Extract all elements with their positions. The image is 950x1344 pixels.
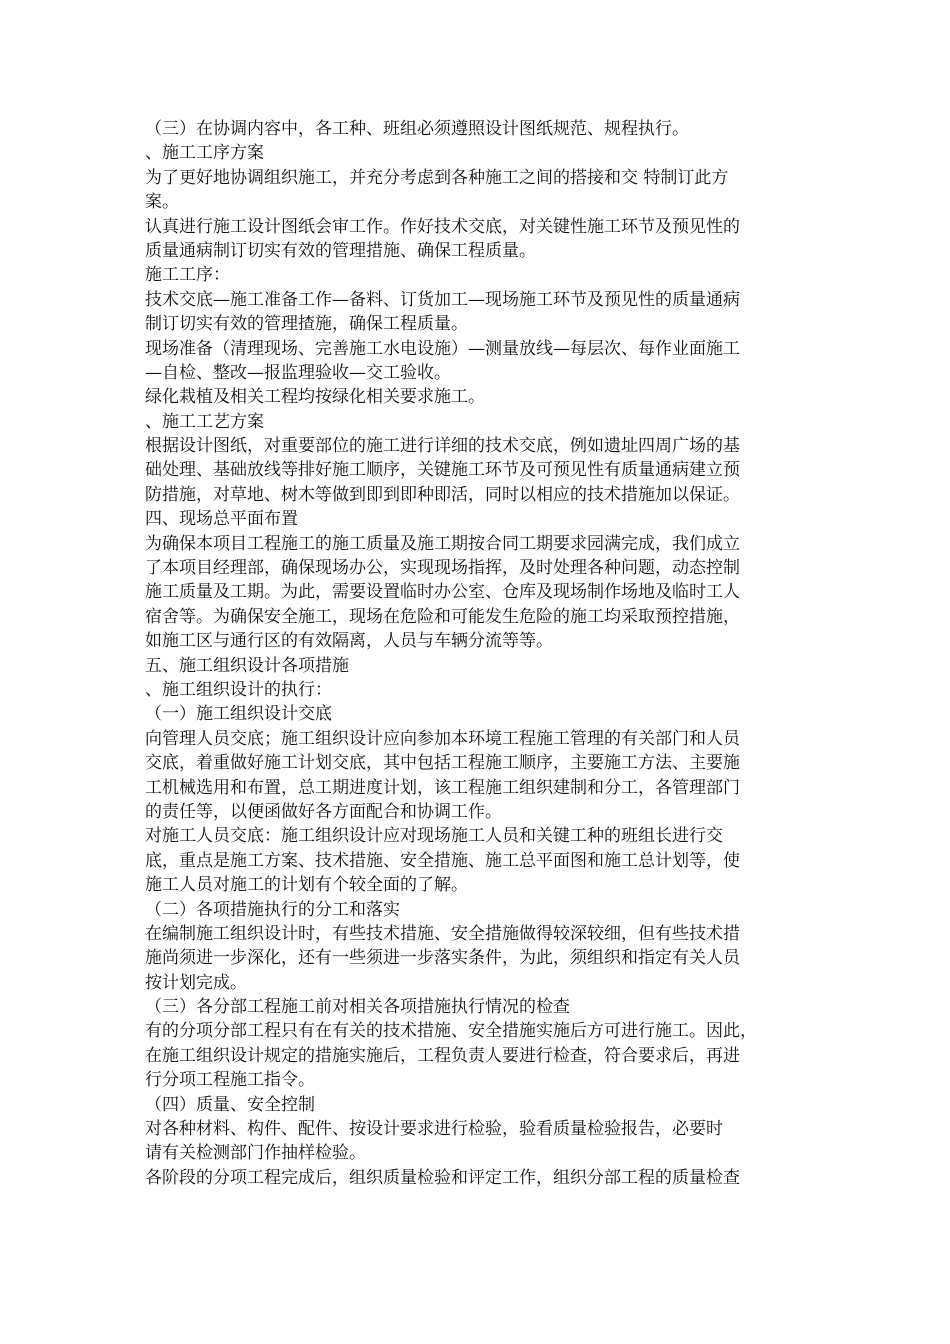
section-heading: 、施工工序方案: [145, 143, 264, 164]
section-heading: 、施工工艺方案: [145, 411, 264, 432]
text-line: 有的分项分部工程只有在有关的技术措施、安全措施实施后方可进行施工。因此，: [145, 1021, 757, 1042]
section-heading: （三）各分部工程施工前对相关各项措施执行情况的检查: [145, 997, 570, 1018]
text-line: 对各种材料、构件、配件、按设计要求进行检验，验看质量检验报告，必要时: [145, 1119, 723, 1140]
text-line: 根据设计图纸，对重要部位的施工进行详细的技术交底，例如遗址四周广场的基: [145, 436, 740, 457]
section-heading: （二）各项措施执行的分工和落实: [145, 899, 400, 920]
text-line: 在施工组织设计规定的措施实施后，工程负责人要进行检查，符合要求后，再进: [145, 1045, 740, 1066]
text-line: 工机械选用和布置，总工期进度计划，该工程施工组织建制和分工，各管理部门: [145, 777, 740, 798]
text-line: 技术交底—施工准备工作—备料、订货加工—现场施工环节及预见性的质量通病: [145, 289, 740, 310]
text-line: 施尚须进一步深化，还有一些须进一步落实条件，为此，须组织和指定有关人员: [145, 948, 740, 969]
text-line: 向管理人员交底；施工组织设计应向参加本环境工程施工管理的有关部门和人员: [145, 728, 740, 749]
text-line: 础处理、基础放线等排好施工顺序，关键施工环节及可预见性有质量通病建立预: [145, 460, 740, 481]
section-heading: 五、施工组织设计各项措施: [145, 655, 349, 676]
text-line: 了本项目经理部，确保现场办公，实现现场指挥，及时处理各种问题，动态控制: [145, 558, 740, 579]
text-line: 质量通病制订切实有效的管理措施、确保工程质量。: [145, 240, 536, 261]
text-line: 按计划完成。: [145, 972, 247, 993]
text-line: 对施工人员交底：施工组织设计应对现场施工人员和关键工种的班组长进行交: [145, 826, 723, 847]
text-line: 认真进行施工设计图纸会审工作。作好技术交底，对关键性施工环节及预见性的: [145, 216, 740, 237]
text-line: 为了更好地协调组织施工，并充分考虑到各种施工之间的搭接和交 特制订此方: [145, 167, 729, 188]
text-line: 底，重点是施工方案、技术措施、安全措施、施工总平面图和施工总计划等，使: [145, 850, 740, 871]
text-line: 为确保本项目工程施工的施工质量及施工期按合同工期要求园满完成，我们成立: [145, 533, 740, 554]
section-heading: （四）质量、安全控制: [145, 1094, 315, 1115]
section-heading: 施工工序：: [145, 265, 230, 286]
text-line: 的责任等，以便函做好各方面配合和协调工作。: [145, 801, 502, 822]
section-heading: （一）施工组织设计交底: [145, 704, 332, 725]
text-line: 各阶段的分项工程完成后，组织质量检验和评定工作，组织分部工程的质量检查: [145, 1167, 740, 1188]
text-line: 施工人员对施工的计划有个较全面的了解。: [145, 875, 468, 896]
text-line: 制订切实有效的管理揸施，确保工程质量。: [145, 314, 468, 335]
text-line: 案。: [145, 192, 179, 213]
section-heading: 、施工组织设计的执行：: [145, 679, 332, 700]
text-line: 防措施，对草地、树木等做到即到即种即活，同时以相应的技术措施加以保证。: [145, 484, 740, 505]
text-line: 如施工区与通行区的有效隔离，人员与车辆分流等等。: [145, 631, 553, 652]
text-line: 绿化栽植及相关工程均按绿化相关要求施工。: [145, 387, 485, 408]
text-line: —自检、整改—报监理验收—交工验收。: [145, 362, 451, 383]
text-line: 交底，着重做好施工计划交底，其中包括工程施工顺序，主要施工方法、主要施: [145, 753, 740, 774]
text-line: 在编制施工组织设计时，有些技术措施、安全措施做得较深较细，但有些技术措: [145, 923, 740, 944]
document-body: [145, 117, 815, 1190]
text-line: 施工质量及工期。为此，需要设置临时办公室、仓库及现场制作场地及临时工人: [145, 582, 740, 603]
text-line: 现场准备（清理现场、完善施工水电设施）—测量放线—每层次、每作业面施工: [145, 338, 740, 359]
text-line: 行分项工程施工指令。: [145, 1070, 315, 1091]
section-heading: 四、现场总平面布置: [145, 509, 298, 530]
text-line: 请有关检测部门作抽样检验。: [145, 1143, 366, 1164]
text-line: 宿舍等。为确保安全施工，现场在危险和可能发生危险的施工均采取预控措施，: [145, 606, 740, 627]
text-line: （三）在协调内容中，各工种、班组必须遵照设计图纸规范、规程执行。: [145, 119, 689, 139]
